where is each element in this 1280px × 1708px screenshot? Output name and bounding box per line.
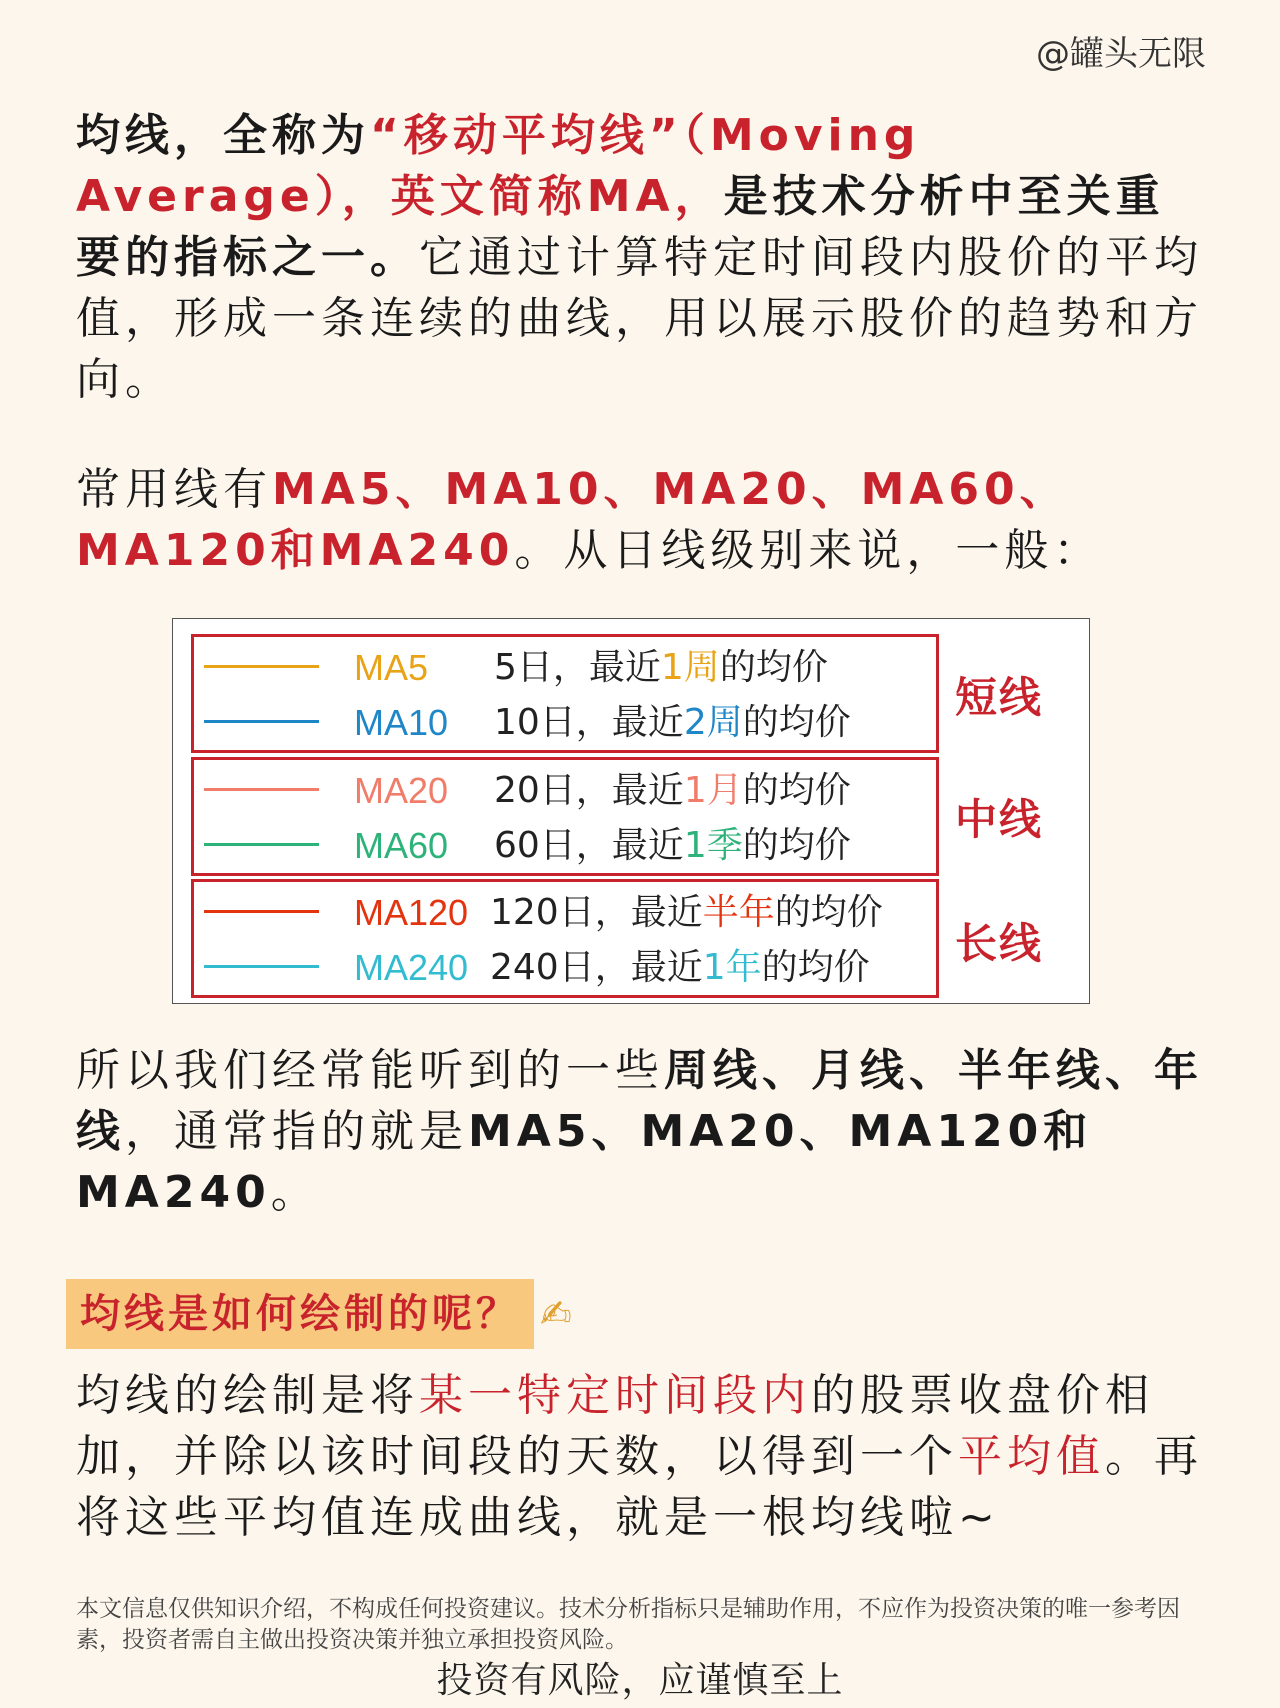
ma-desc-post: 的均价	[742, 825, 851, 866]
ma-desc-pre: 5日，最近	[494, 647, 661, 688]
summary-s3: ，通常指的就是	[125, 1106, 468, 1157]
ma-table	[172, 618, 1090, 1004]
group-medium	[191, 757, 939, 876]
ma-desc-highlight: 半年	[702, 892, 775, 933]
ma-row	[194, 763, 936, 819]
ma-row	[194, 695, 936, 751]
ma-row	[194, 640, 936, 696]
ma-desc-highlight: 1季	[683, 825, 743, 866]
ma-desc-highlight: 1周	[660, 647, 720, 688]
disclaimer: 本文信息仅供知识介绍，不构成任何投资建议。技术分析指标只是辅助作用，不应作为投资决策的唯一参考因素，投资者需自主做出投资决策并独立承担投资风险。	[76, 1596, 1180, 1653]
ma-line-swatch	[204, 910, 319, 913]
ma-line-swatch	[204, 665, 319, 668]
ma-desc-post: 的均价	[719, 647, 828, 688]
common-s2: MA5、MA10、MA20、MA60、MA120和MA240	[76, 464, 1069, 576]
summary-s5: 。	[270, 1167, 320, 1218]
section-heading	[66, 1279, 572, 1349]
ma-desc-highlight: 2周	[683, 702, 743, 743]
ma-line-swatch	[204, 788, 319, 791]
ma-desc-post: 的均价	[761, 947, 870, 988]
group-long	[191, 879, 939, 998]
ma-desc-post: 的均价	[774, 892, 883, 933]
group-label-medium: 中线	[955, 795, 1044, 844]
intro-s2: “移动平均线”（Moving Average），英文简称MA，	[76, 110, 921, 222]
ma-desc-pre: 60日，最近	[494, 825, 684, 866]
ma-desc	[490, 891, 883, 935]
ma-desc-highlight: 1年	[702, 947, 762, 988]
common-lines-paragraph	[76, 459, 1206, 581]
ma-desc-post: 的均价	[742, 770, 851, 811]
group-label-short: 短线	[955, 673, 1044, 722]
group-short	[191, 634, 939, 753]
ma-desc	[494, 701, 851, 745]
drawing-s3: 的股票收盘价相加，并除以该时间段的天数，以得到一个	[76, 1370, 1154, 1482]
ma-desc-highlight: 1月	[683, 770, 743, 811]
summary-s1: 所以我们经常能听到的一些	[76, 1045, 664, 1096]
ma-name: MA5	[354, 647, 429, 688]
ma-line-swatch	[204, 843, 319, 846]
group-label-long: 长线	[955, 919, 1044, 968]
ma-name: MA20	[354, 770, 449, 811]
summary-s2: 周线、月线、半年线、年线	[76, 1045, 1203, 1157]
ma-name: MA120	[354, 892, 469, 933]
watermark: @罐头无限	[1036, 34, 1206, 74]
drawing-paragraph	[76, 1365, 1206, 1548]
ma-row	[194, 818, 936, 874]
intro-s1: 均线，全称为	[76, 110, 370, 161]
ma-name: MA240	[354, 947, 469, 988]
summary-paragraph	[76, 1040, 1206, 1223]
ma-desc-pre: 20日，最近	[494, 770, 684, 811]
drawing-s2: 某一特定时间段内	[419, 1370, 811, 1421]
intro-s3: 是技术分析中至关重要的指标之一。	[76, 171, 1165, 283]
ma-desc	[494, 824, 851, 868]
ma-desc-pre: 120日，最近	[490, 892, 703, 933]
ma-desc-pre: 10日，最近	[494, 702, 684, 743]
ma-name: MA60	[354, 825, 449, 866]
heading-text: 均线是如何绘制的呢？	[66, 1279, 534, 1349]
ma-line-swatch	[204, 965, 319, 968]
drawing-s4: 平均值	[958, 1431, 1105, 1482]
intro-paragraph	[76, 105, 1206, 410]
drawing-s5: 。再将这些平均值连成曲线，就是一根均线啦~	[76, 1431, 1203, 1543]
ma-row	[194, 885, 936, 941]
common-s1: 常用线有	[76, 464, 272, 515]
intro-s4: 它通过计算特定时间段内股价的平均值，形成一条连续的曲线，用以展示股价的趋势和方向。	[76, 232, 1203, 405]
ma-name: MA10	[354, 702, 449, 743]
ma-desc	[494, 769, 851, 813]
writing-hand-icon: ✍	[540, 1292, 572, 1336]
drawing-s1: 均线的绘制是将	[76, 1370, 419, 1421]
summary-s4: MA5、MA20、MA120和MA240	[76, 1106, 1093, 1218]
ma-desc	[490, 946, 870, 990]
ma-desc	[494, 646, 828, 690]
ma-desc-post: 的均价	[742, 702, 851, 743]
common-s3: 。从日线级别来说，一般：	[514, 525, 1103, 576]
ma-line-swatch	[204, 720, 319, 723]
ma-row	[194, 940, 936, 996]
ma-desc-pre: 240日，最近	[490, 947, 703, 988]
footer-warning: 投资有风险，应谨慎至上	[436, 1660, 844, 1701]
